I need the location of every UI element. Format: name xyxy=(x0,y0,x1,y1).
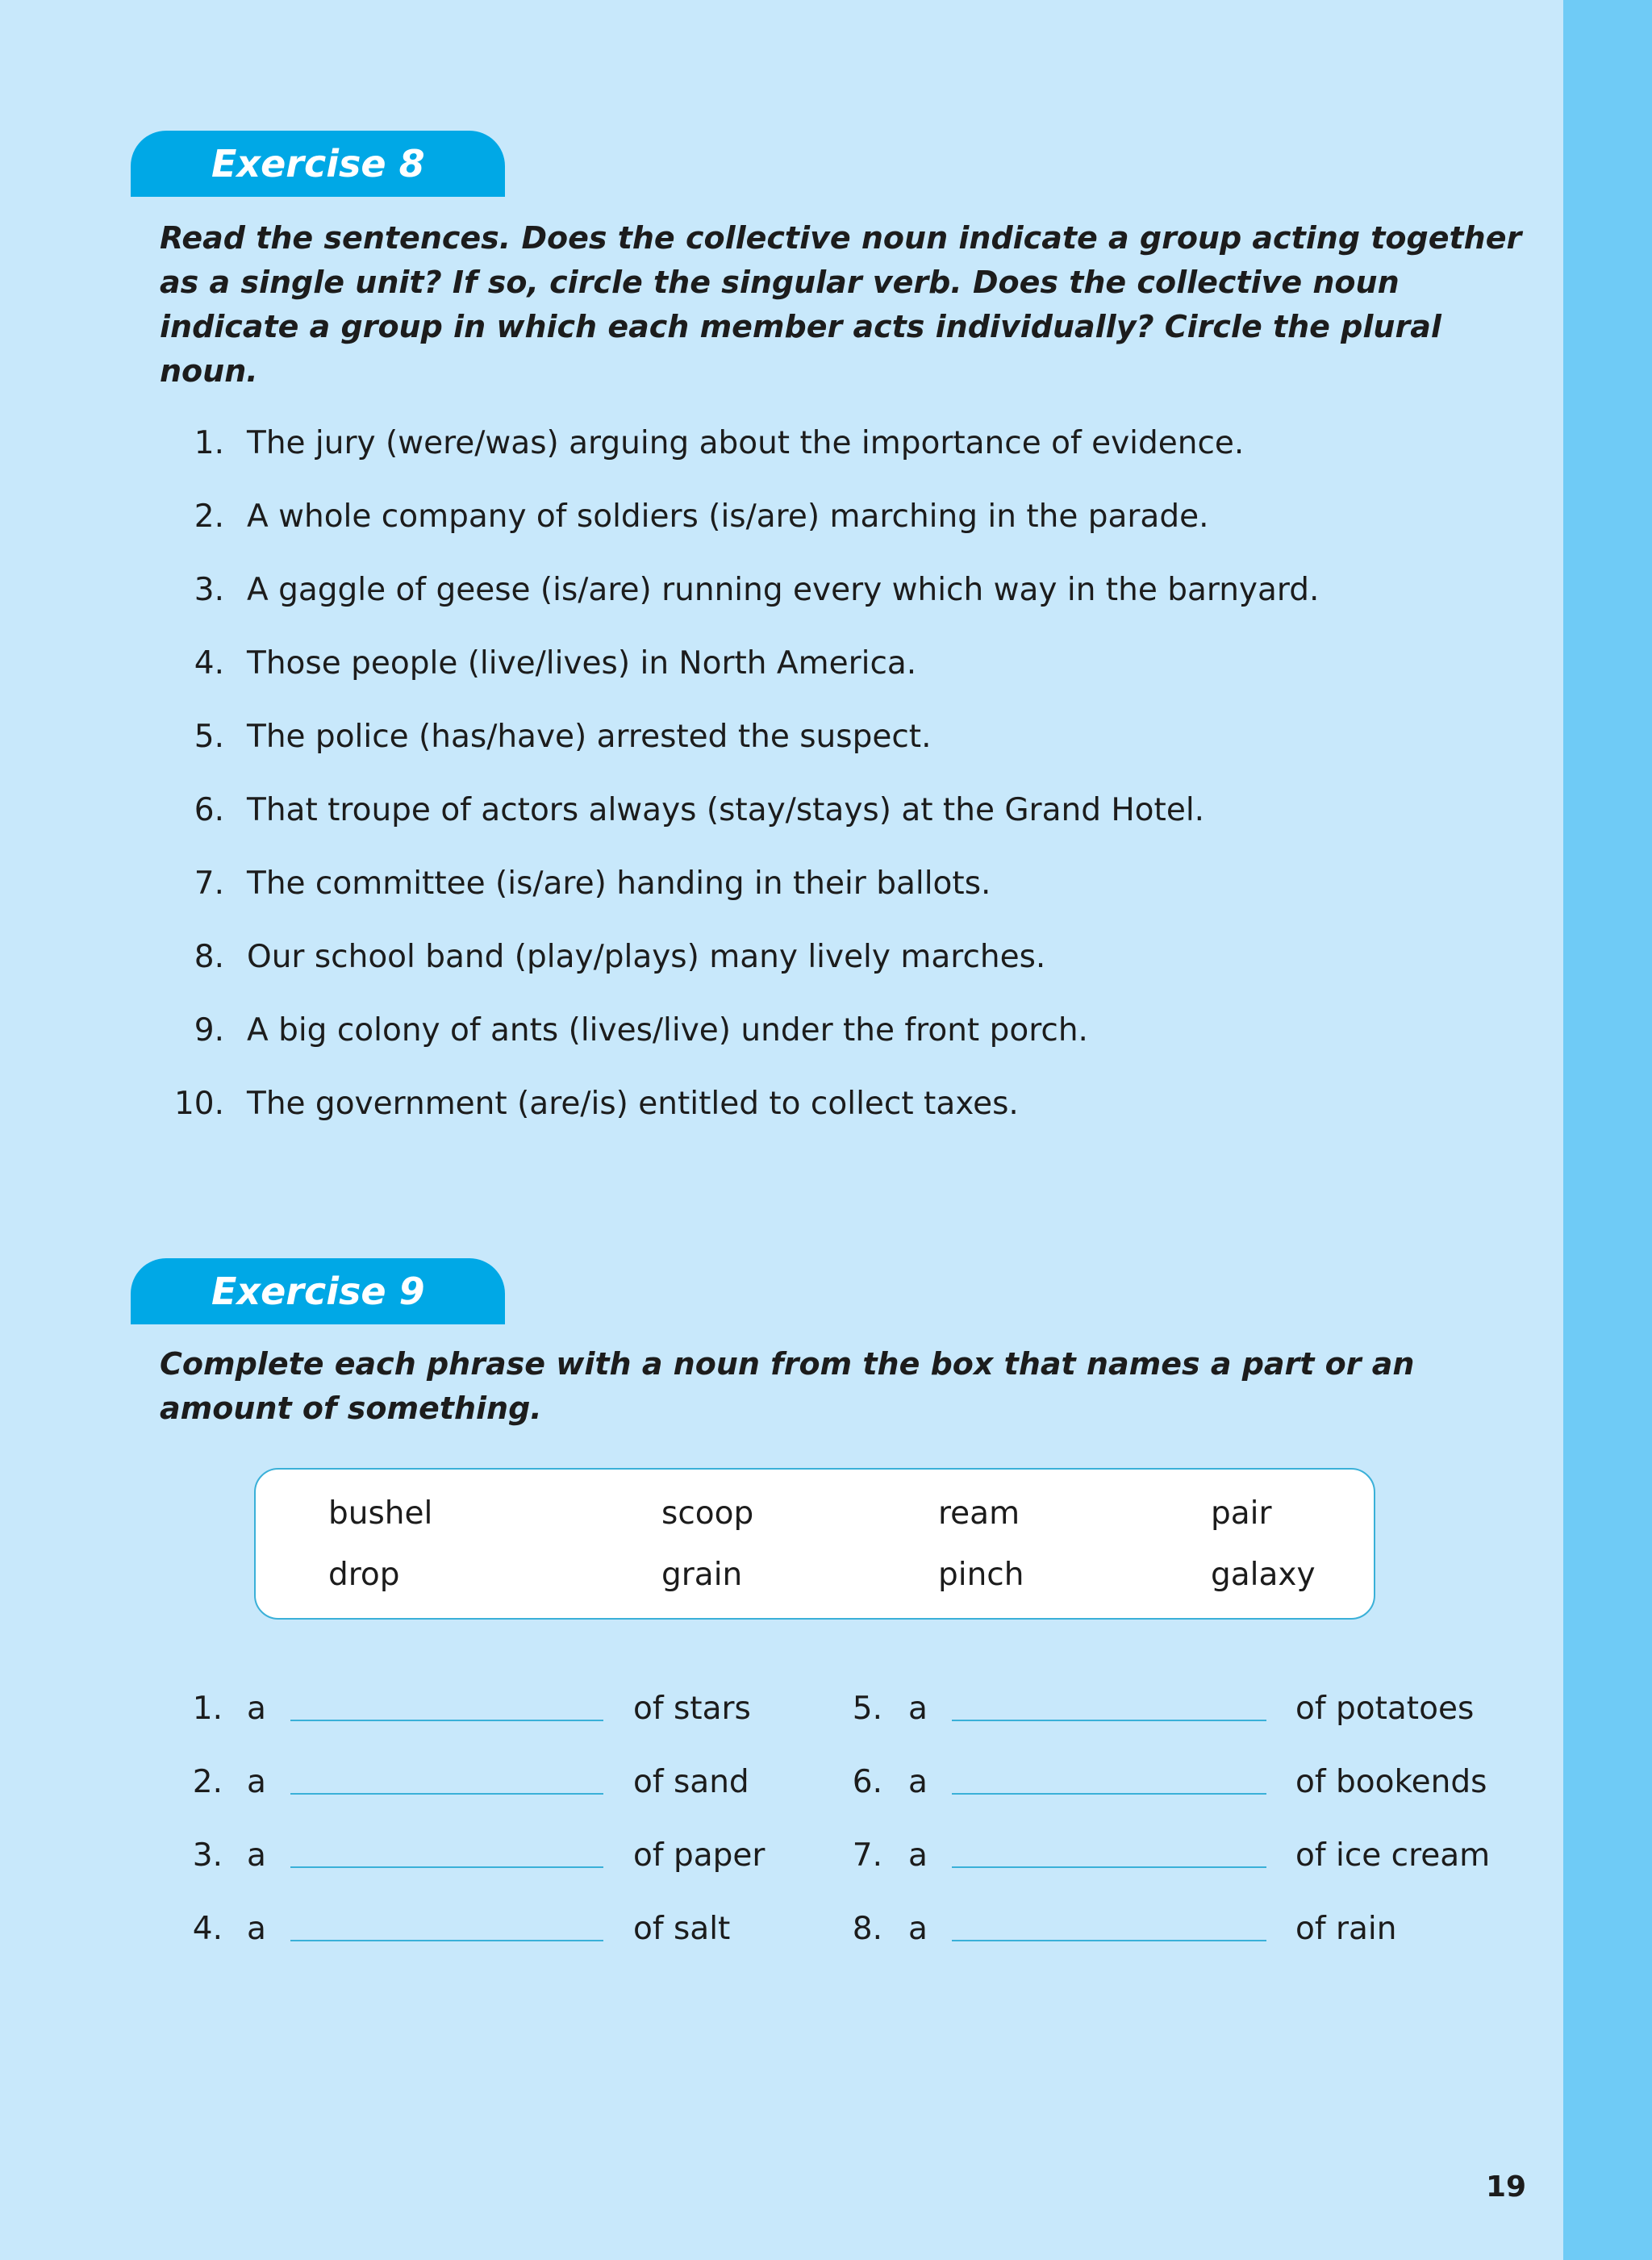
item-sentence: The jury (were/was) arguing about the importance of evidence. xyxy=(247,425,1245,461)
list-item xyxy=(0,570,1533,611)
list-item xyxy=(0,937,1533,978)
fill-in-row xyxy=(0,1689,1533,1729)
item-phrase: of potatoes xyxy=(1295,1691,1475,1727)
answer-blank[interactable] xyxy=(952,1940,1266,1941)
list-item xyxy=(0,717,1533,757)
item-number: 2. xyxy=(194,498,224,535)
item-number: 9. xyxy=(194,1012,224,1049)
word-box-word: drop xyxy=(328,1557,400,1593)
answer-blank[interactable] xyxy=(290,1720,603,1721)
page-edge-strip xyxy=(1563,0,1652,2260)
item-number: 3. xyxy=(192,1837,223,1874)
item-article: a xyxy=(247,1837,266,1874)
item-sentence: A whole company of soldiers (is/are) marching in the parade. xyxy=(247,498,1209,535)
item-number: 3. xyxy=(194,572,224,608)
exercise-9-title: Exercise 9 xyxy=(211,1270,425,1313)
item-article: a xyxy=(247,1764,266,1800)
item-number: 7. xyxy=(194,865,224,902)
list-item xyxy=(0,1011,1533,1051)
word-box-word: galaxy xyxy=(1211,1557,1316,1593)
word-box-word: pair xyxy=(1211,1495,1272,1532)
item-phrase: of stars xyxy=(633,1691,751,1727)
item-sentence: The police (has/have) arrested the suspect. xyxy=(247,719,932,755)
item-article: a xyxy=(908,1691,928,1727)
item-sentence: Our school band (play/plays) many lively marches. xyxy=(247,939,1046,975)
exercise-8-tab xyxy=(131,131,505,197)
item-phrase: of sand xyxy=(633,1764,749,1800)
list-item xyxy=(0,1084,1533,1124)
fill-in-row xyxy=(0,1909,1533,1949)
word-box xyxy=(254,1468,1375,1620)
item-number: 10. xyxy=(173,1086,224,1122)
answer-blank[interactable] xyxy=(290,1940,603,1941)
item-number: 1. xyxy=(192,1691,223,1727)
answer-blank[interactable] xyxy=(290,1793,603,1795)
list-item xyxy=(0,790,1533,831)
item-number: 6. xyxy=(194,792,224,828)
answer-blank[interactable] xyxy=(952,1720,1266,1721)
item-sentence: That troupe of actors always (stay/stays) at the Grand Hotel. xyxy=(247,792,1205,828)
fill-in-row xyxy=(0,1762,1533,1803)
item-number: 6. xyxy=(852,1764,882,1800)
item-sentence: The government (are/is) entitled to collect taxes. xyxy=(247,1086,1019,1122)
item-sentence: The committee (is/are) handing in their ballots. xyxy=(247,865,991,902)
item-phrase: of rain xyxy=(1295,1911,1397,1947)
list-item xyxy=(0,644,1533,684)
item-phrase: of bookends xyxy=(1295,1764,1487,1800)
item-sentence: A big colony of ants (lives/live) under the front porch. xyxy=(247,1012,1088,1049)
item-number: 8. xyxy=(852,1911,882,1947)
item-article: a xyxy=(247,1691,266,1727)
item-number: 7. xyxy=(852,1837,882,1874)
exercise-8-instructions: Read the sentences. Does the collective noun indicate a group acting together as a single unit? If so, circle the singular verb. Does the collective noun indicate a group in which each member acts individually? Circle the plural noun. xyxy=(160,220,1522,389)
word-box-word: ream xyxy=(938,1495,1020,1532)
exercise-9-tab xyxy=(131,1258,505,1324)
item-phrase: of paper xyxy=(633,1837,766,1874)
item-sentence: A gaggle of geese (is/are) running every which way in the barnyard. xyxy=(247,572,1320,608)
item-number: 1. xyxy=(194,425,224,461)
answer-blank[interactable] xyxy=(290,1866,603,1868)
item-phrase: of salt xyxy=(633,1911,731,1947)
word-box-word: pinch xyxy=(938,1557,1024,1593)
exercise-8-title: Exercise 8 xyxy=(211,142,425,186)
item-number: 4. xyxy=(192,1911,223,1947)
exercise-9-instructions: Complete each phrase with a noun from the box that names a part or an amount of something. xyxy=(160,1346,1415,1426)
list-item xyxy=(0,423,1533,464)
item-number: 5. xyxy=(852,1691,882,1727)
item-phrase: of ice cream xyxy=(1295,1837,1491,1874)
item-article: a xyxy=(247,1911,266,1947)
answer-blank[interactable] xyxy=(952,1793,1266,1795)
item-article: a xyxy=(908,1837,928,1874)
answer-blank[interactable] xyxy=(952,1866,1266,1868)
item-number: 2. xyxy=(192,1764,223,1800)
list-item xyxy=(0,864,1533,904)
list-item xyxy=(0,497,1533,537)
item-sentence: Those people (live/lives) in North America. xyxy=(247,645,917,682)
word-box-word: grain xyxy=(661,1557,743,1593)
item-article: a xyxy=(908,1764,928,1800)
fill-in-row xyxy=(0,1836,1533,1876)
item-article: a xyxy=(908,1911,928,1947)
page-number: 19 xyxy=(1486,2170,1527,2204)
item-number: 4. xyxy=(194,645,224,682)
word-box-word: scoop xyxy=(661,1495,754,1532)
word-box-word: bushel xyxy=(328,1495,433,1532)
item-number: 8. xyxy=(194,939,224,975)
item-number: 5. xyxy=(194,719,224,755)
